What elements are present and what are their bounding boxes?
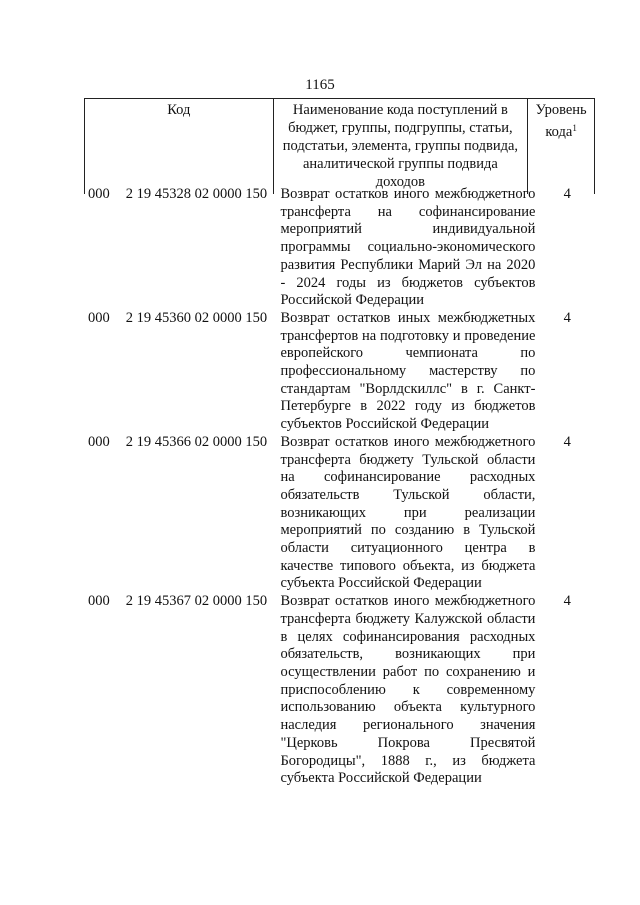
- row-code: 2 19 45367 02 0000 150: [125, 593, 268, 610]
- table-header: [84, 98, 595, 194]
- table-row: [84, 186, 595, 310]
- row-description: Возврат остатков иных межбюджетных трансфертов на подготовку и проведение европейского чемпионата по профессиональному мастерству по стандартам "Ворлдскиллс" в г. Санкт-Петербурге в 2022 году из бюджетов субъектов Российской Федерации: [280, 309, 536, 433]
- row-prefix: 000: [88, 309, 110, 326]
- footnote-marker: 1: [572, 123, 577, 133]
- row-prefix: 000: [88, 593, 110, 610]
- header-level: [528, 99, 595, 195]
- page-number: 1165: [305, 77, 335, 93]
- row-prefix: 000: [88, 433, 110, 450]
- table-row: [84, 310, 595, 434]
- table-row: [84, 593, 595, 788]
- row-prefix: 000: [88, 186, 110, 202]
- row-code: 2 19 45328 02 0000 150: [125, 186, 268, 202]
- row-code: 2 19 45360 02 0000 150: [125, 309, 268, 326]
- table-row: [84, 434, 595, 593]
- row-level: 4: [563, 593, 571, 610]
- row-level: 4: [563, 186, 571, 202]
- row-level: 4: [563, 309, 571, 326]
- row-level: 4: [563, 433, 571, 450]
- header-level-label: Уровень кода: [535, 102, 587, 140]
- header-code: Код: [85, 99, 274, 195]
- row-code: 2 19 45366 02 0000 150: [125, 433, 268, 450]
- row-description: Возврат остатков иного межбюджетного трансферта на софинансирование мероприятий индивидуальной программы социально-экономического развития Республики Марий Эл на 2020 - 2024 годы из бюджетов субъектов Российской Федерации: [280, 186, 536, 309]
- row-description: Возврат остатков иного межбюджетного трансферта бюджету Тульской области на софинансирование расходных обязательств Тульской области, возникающих при реализации мероприятий по созданию в Тульской области ситуационного центра в качестве типового объекта, из бюджета субъекта Российской Федерации: [280, 433, 536, 592]
- row-description: Возврат остатков иного межбюджетного трансферта бюджету Калужской области в целях софинансирования расходных обязательств, возникающих при осуществлении работ по сохранению и приспособлению к современному использованию объекта культурного наследия регионального значения "Церковь Покрова Пресвятой Богородицы", 1888 г., из бюджета субъекта Российской Федерации: [280, 593, 536, 787]
- header-name: Наименование кода поступлений в бюджет, группы, подгруппы, статьи, подстатьи, элемента, группы подвида, аналитической группы подвида доходов: [273, 99, 528, 195]
- table-body: [84, 186, 595, 788]
